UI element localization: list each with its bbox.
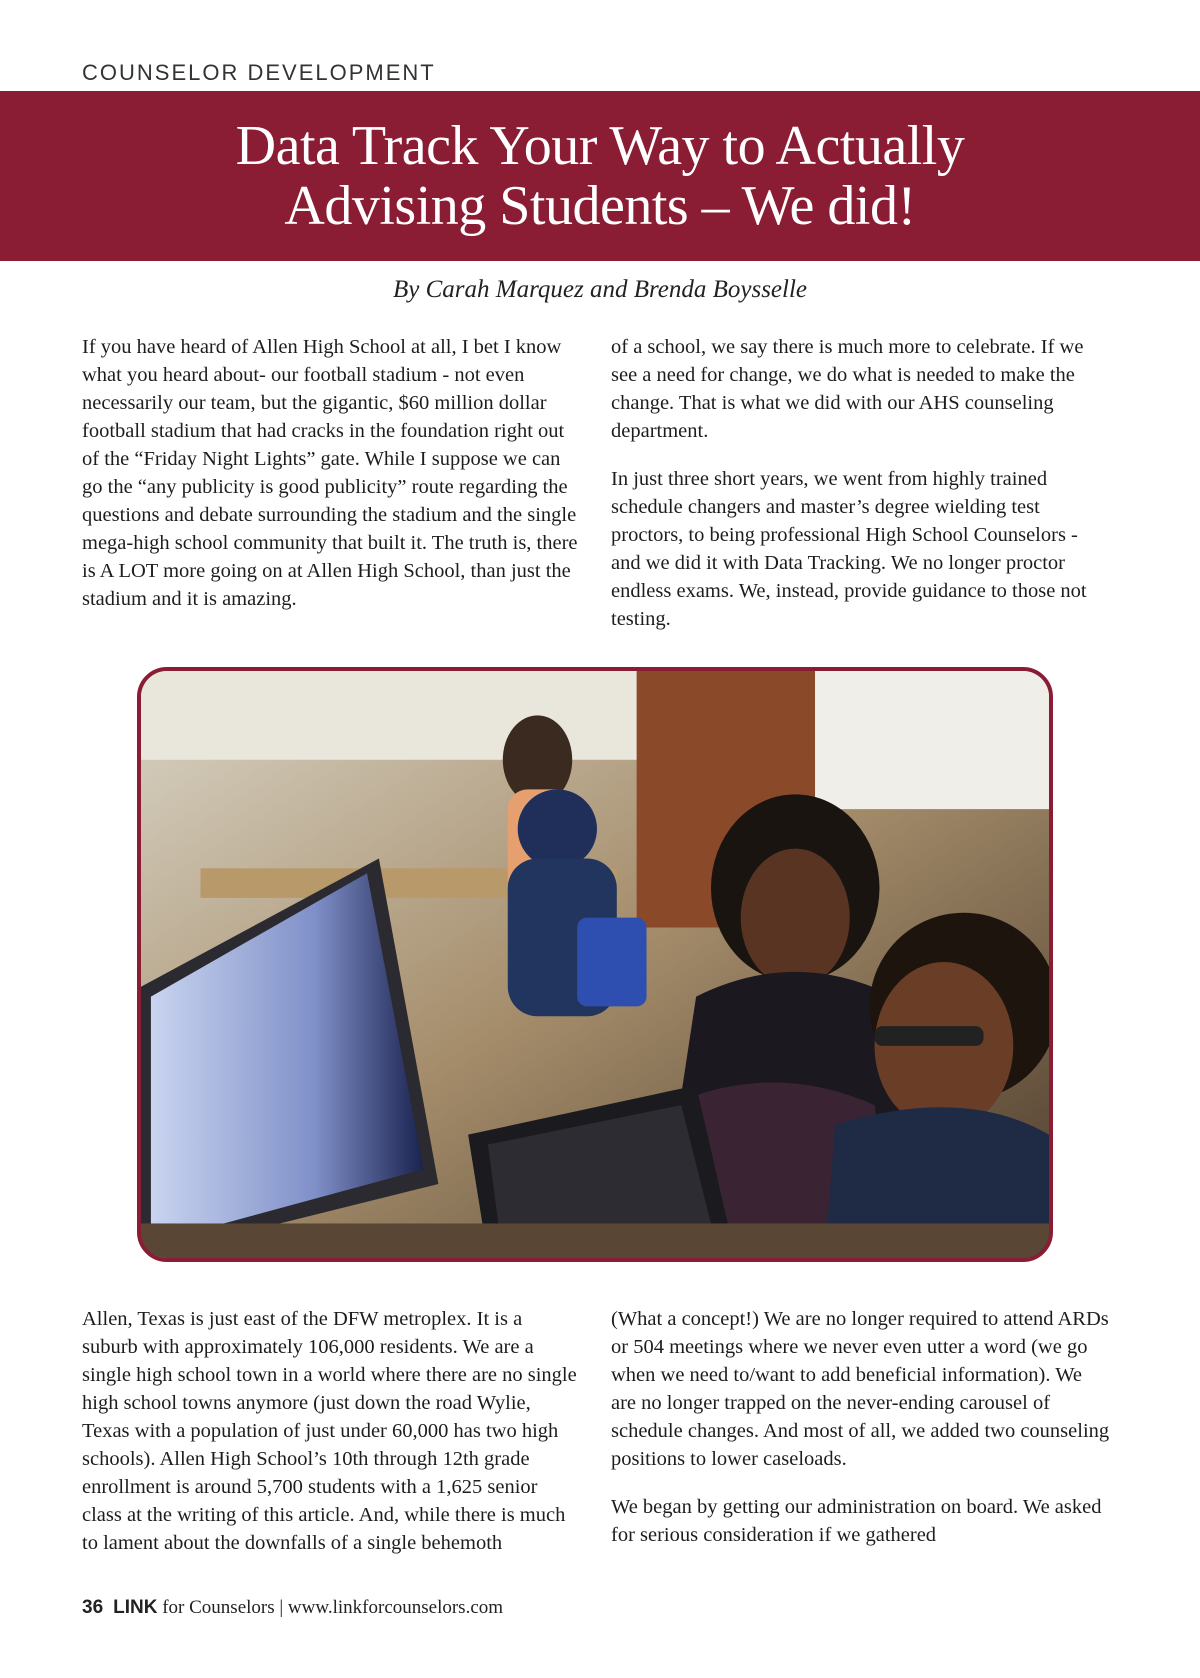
footer-text: for Counselors | www.linkforcounselors.com [157, 1597, 504, 1618]
article-photo [137, 667, 1053, 1262]
paragraph: of a school, we say there is much more to celebrate. If we see a need for change, we do what is needed to make the change. That is what we did with our AHS counseling department. [611, 336, 1084, 442]
paragraph: We began by getting our administration on board. We asked for serious consideration if we gathered [611, 1496, 1102, 1546]
paragraph: (What a concept!) We are no longer required to attend ARDs or 504 meetings where we never even utter a word (we go when we need to/want to add beneficial information). We are no longer trapped on the never-ending carousel of schedule changes. And most of all, we added two counseling positions to lower caseloads. [611, 1308, 1110, 1470]
column-1 [82, 333, 582, 633]
page-number: 36 [82, 1597, 104, 1618]
column-4 [611, 1305, 1111, 1569]
byline: By Carah Marquez and Brenda Boysselle [392, 276, 808, 303]
paragraph: Allen, Texas is just east of the DFW metroplex. It is a suburb with approximately 106,000 residents. We are a single high school town in a world where there are no single high school towns anymore (just down the road Wylie, Texas with a population of just under 60,000 has two high schools). Allen High School’s 10th through 12th grade enrollment is around 5,700 students with a 1,625 senior class at the writing of this article. And, while there is much to lament about the downfalls of a single behemoth [82, 1308, 577, 1554]
footer-brand: LINK [113, 1597, 158, 1618]
column-2 [611, 333, 1111, 653]
paragraph: In just three short years, we went from highly trained schedule changers and master’s degree wielding test proctors, to being professional High School Counselors - and we did it with Data Tracking. We no longer proctor endless exams. We, instead, provide guidance to those not testing. [611, 468, 1087, 630]
title-banner [0, 91, 1200, 261]
section-label: COUNSELOR DEVELOPMENT [82, 60, 436, 85]
paragraph: If you have heard of Allen High School at all, I bet I know what you heard about- our football stadium - not even necessarily our team, but the gigantic, $60 million dollar football stadium that had cracks in the foundation right out of the “Friday Night Lights” gate. While I suppose we can go the “any publicity is good publicity” route regarding the questions and debate surrounding the stadium and the single mega-high school community that built it. The truth is, there is A LOT more going on at Allen High School, than just the stadium and it is amazing. [82, 336, 578, 610]
title-line-2: Advising Students – We did! [284, 175, 916, 237]
photo-illustration [141, 671, 1049, 1258]
page-footer [82, 1597, 503, 1619]
column-3 [82, 1305, 582, 1577]
article-title [236, 116, 965, 236]
title-line-1: Data Track Your Way to Actually [235, 115, 965, 177]
